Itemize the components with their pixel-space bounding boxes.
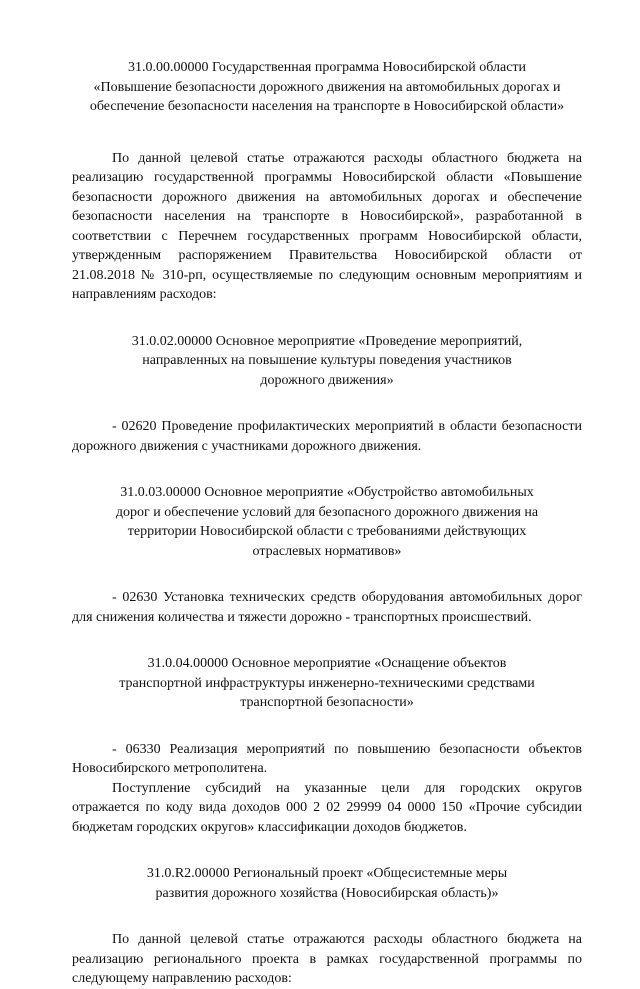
paragraph-line: реализацию регионального проекта в рамках государственной программы по (72, 951, 582, 967)
subsidy-paragraph (72, 779, 582, 838)
heading-line: направленных на повышение культуры поведения участников (142, 353, 512, 368)
expense-item-02630 (72, 588, 582, 627)
paragraph-line: направлениям расходов: (72, 287, 217, 302)
heading-line: обеспечение безопасности населения на транспорте в Новосибирской области» (89, 99, 565, 114)
program-description-paragraph (72, 149, 582, 305)
paragraph-line: следующему направлению расходов: (72, 971, 292, 986)
regional-project-description-paragraph (72, 930, 582, 989)
heading-line: дорог и обеспечение условий для безопасного дорожного движения на (115, 504, 539, 520)
paragraph-line: Поступление субсидий на указанные цели для городских округов (112, 780, 582, 796)
activity-heading-02 (72, 332, 582, 391)
program-heading (72, 58, 582, 117)
activity-heading-03 (72, 483, 582, 561)
paragraph-line: Новосибирского метрополитена. (72, 761, 268, 776)
heading-line: территории Новосибирской области с требованиями действующих (127, 524, 527, 539)
expense-item-02620 (72, 417, 582, 456)
paragraph-line: бюджетам городских округов» классификации доходов бюджетов. (72, 819, 467, 835)
paragraph-line: утвержденным распоряжением Правительства Новосибирской области от (72, 248, 582, 263)
paragraph-line: отражается по коду вида доходов 000 2 02 29999 04 0000 150 «Прочие субсидии (72, 800, 582, 815)
heading-line: дорожного движения» (260, 372, 394, 388)
heading-line: 31.0.04.00000 Основное мероприятие «Оснащение объектов (147, 656, 507, 671)
activity-heading-04 (72, 654, 582, 713)
paragraph-line: безопасности дорожного движения на автомобильных дорогах и обеспечение (72, 189, 582, 205)
heading-line: отраслевых нормативов» (252, 543, 402, 559)
paragraph-line: По данной целевой статье отражаются расходы областного бюджета на (112, 150, 582, 166)
paragraph-line: безопасности населения на транспорте в Новосибирской», разработанной в (72, 209, 582, 224)
heading-line: 31.0.02.00000 Основное мероприятие «Проведение мероприятий, (131, 333, 523, 349)
heading-line: транспортной инфраструктуры инженерно-техническими средствами (119, 675, 535, 691)
paragraph-line: - 06330 Реализация мероприятий по повышению безопасности объектов (112, 741, 582, 757)
paragraph-line: 21.08.2018 № 310-рп, осуществляемые по следующим основным мероприятиям и (72, 267, 582, 283)
paragraph-line: реализацию государственной программы Новосибирской области «Повышение (72, 170, 582, 185)
heading-line: транспортной безопасности» (240, 695, 414, 710)
heading-line: 31.0.00.00000 Государственная программа Новосибирской области (127, 60, 527, 75)
heading-line: развития дорожного хозяйства (Новосибирская область)» (155, 885, 499, 901)
document-page (72, 58, 582, 989)
paragraph-line: По данной целевой статье отражаются расходы областного бюджета на (112, 932, 582, 947)
heading-line: 31.0.R2.00000 Региональный проект «Общесистемные меры (146, 866, 508, 881)
paragraph-line: соответствии с Перечнем государственных программ Новосибирской области, (72, 228, 582, 244)
heading-line: 31.0.03.00000 Основное мероприятие «Обустройство автомобильных (120, 485, 534, 500)
expense-item-06330 (72, 740, 582, 779)
heading-line: «Повышение безопасности дорожного движения на автомобильных дорогах и (93, 79, 561, 95)
regional-project-heading (72, 864, 582, 903)
paragraph-line: дорожного движения с участниками дорожного движения. (72, 438, 422, 454)
paragraph-line: - 02620 Проведение профилактических мероприятий в области безопасности (112, 419, 582, 434)
paragraph-line: - 02630 Установка технических средств оборудования автомобильных дорог (112, 590, 582, 605)
paragraph-line: для снижения количества и тяжести дорожно - транспортных происшествий. (72, 609, 532, 625)
